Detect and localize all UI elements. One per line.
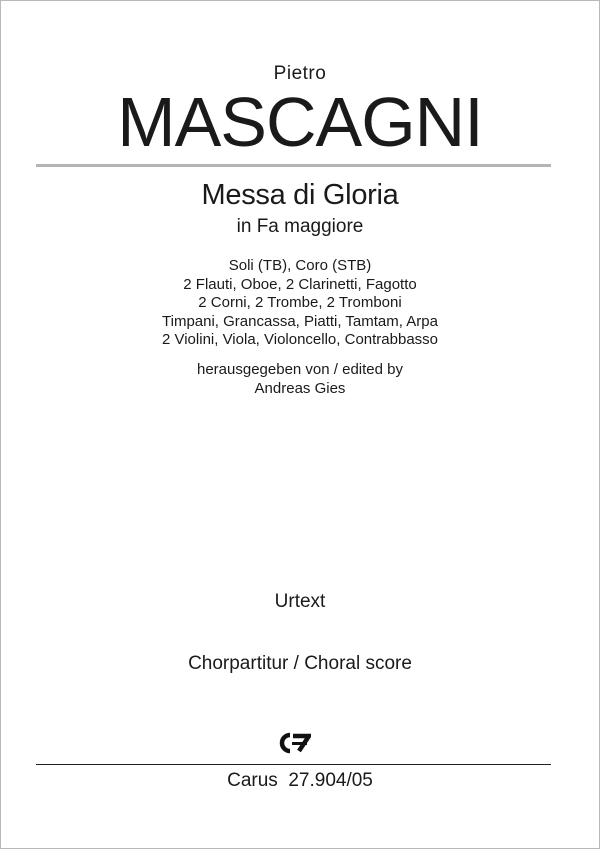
- editor-block: [1, 361, 599, 398]
- urtext-label: Urtext: [274, 591, 326, 612]
- work-title: Messa di Gloria: [201, 179, 399, 211]
- scoring-line: Soli (TB), Coro (STB): [228, 257, 372, 274]
- scoring-line: Timpani, Grancassa, Piatti, Tamtam, Arpa: [162, 312, 438, 330]
- title-divider: [36, 164, 551, 167]
- editor-name: Andreas Gies: [254, 379, 346, 397]
- carus-logo-icon: [277, 732, 311, 754]
- scoring-line: 2 Violini, Viola, Violoncello, Contrabbasso: [161, 331, 438, 348]
- scoring-line: 2 Corni, 2 Trombe, 2 Tromboni: [198, 294, 402, 311]
- scoring-line: 2 Flauti, Oboe, 2 Clarinetti, Fagotto: [183, 275, 417, 293]
- catalog-number: Carus 27.904/05: [227, 770, 373, 791]
- composer-last-name: MASCAGNI: [117, 83, 483, 161]
- composer-first-name: Pietro: [273, 63, 327, 84]
- score-type-label: Chorpartitur / Choral score: [188, 653, 412, 674]
- editor-label: herausgegeben von / edited by: [197, 361, 403, 378]
- footer-divider: [36, 764, 551, 765]
- scoring-list: [1, 257, 599, 350]
- work-key: in Fa maggiore: [236, 216, 364, 237]
